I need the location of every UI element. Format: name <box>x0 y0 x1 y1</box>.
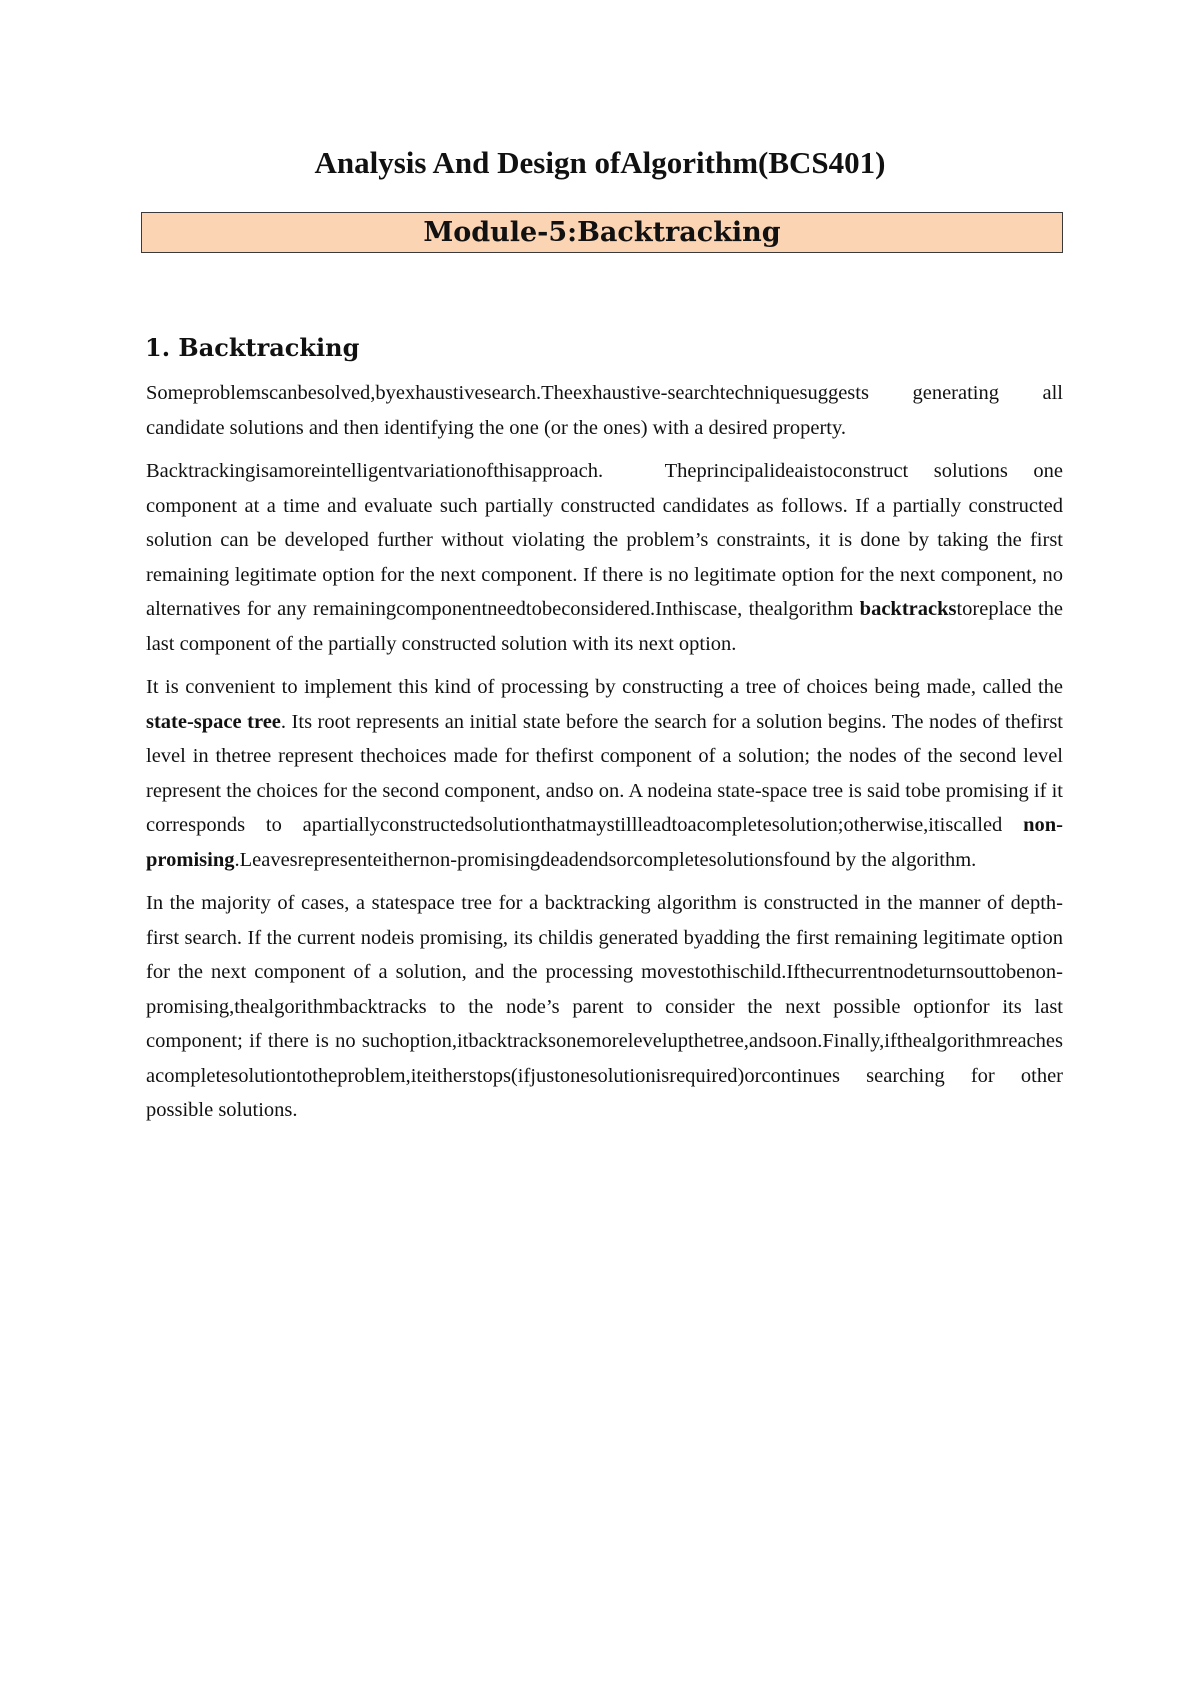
section-heading: 1. Backtracking <box>145 333 360 362</box>
module-heading: Module-5:Backtracking <box>423 217 781 248</box>
paragraph-3-text-c: .Leavesrepresenteithernon-promisingdeadendsorcompletesolutionsfound by the algorithm. <box>234 848 977 871</box>
module-heading-box <box>141 212 1063 253</box>
paragraph-3-text-a: It is convenient to implement this kind of processing by constructing a tree of choices being made, called the <box>146 676 1063 698</box>
paragraph-2-text-a: Backtrackingisamoreintelligentvariationofthisapproach. Theprincipalideaistoconstruct solutions one component at a time and evaluate such partially constructed candidates as follows. If a partially constructed solution can be developed further without violating the problem’s constraints, it is done by taking the first remaining legitimate option for the next component. If there is no legitimate option for the next component, no alternatives for any remainingcomponentneedtobeconsidered.Inthiscase, thealgorithm <box>146 460 1063 620</box>
body-text <box>146 376 1063 1137</box>
paragraph-3 <box>146 670 1063 877</box>
paragraph-2 <box>146 454 1063 661</box>
paragraph-1-text: Someproblemscanbesolved,byexhaustivesearch.Theexhaustive-searchtechniquesuggests generating all candidate solutions and then identifying the one (or the ones) with a desired property. <box>146 382 1063 439</box>
term-backtracks: backtracks <box>859 598 957 620</box>
term-non-promising: non-promising <box>146 814 1063 871</box>
paragraph-1 <box>146 376 1063 445</box>
paragraph-2-text-b: toreplace the last component of the partially constructed solution with its next option. <box>146 598 1063 655</box>
document-title: Analysis And Design ofAlgorithm(BCS401) <box>314 145 886 180</box>
paragraph-4-text: In the majority of cases, a statespace tree for a backtracking algorithm is constructed in the manner of depth-first search. If the current nodeis promising, its childis generated byadding the first remaining legitimate option for the next component of a solution, and the processing movestothischild.Ifthecurrentnodeturnsouttobenon-promising,thealgorithmbacktracks to the node’s parent to consider the next possible optionfor its last component; if there is no suchoption,itbacktracksonemorelevelupthetree,andsoon.Finally,ifthealgorithmreaches acompletesolutiontotheproblem,iteitherstops(ifjustonesolutionisrequired)orcontinues searching for other possible solutions. <box>146 892 1063 1121</box>
paragraph-3-text-b: . Its root represents an initial state before the search for a solution begins. The nodes of thefirst level in thetree represent thechoices made for thefirst component of a solution; the nodes of the second level represent the choices for the second component, andso on. A nodeina state-space tree is said tobe promising if it corresponds to apartiallyconstructedsolutionthatmaystillleadtoacompletesolution;otherwise,itiscalled <box>146 710 1064 836</box>
term-state-space-tree: state-space tree <box>146 710 281 733</box>
paragraph-4 <box>146 886 1063 1128</box>
